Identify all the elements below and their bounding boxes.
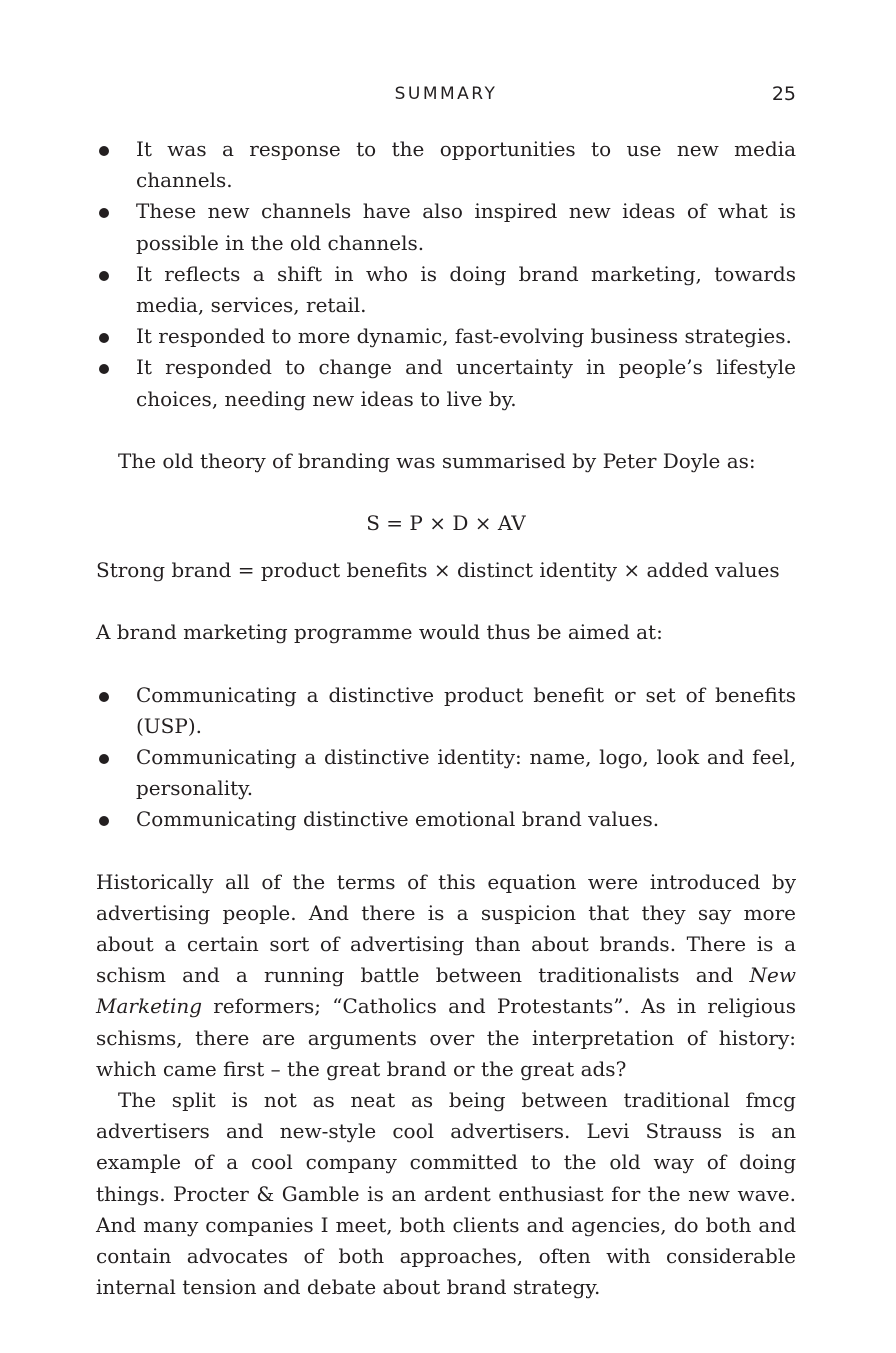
running-head: SUMMARY	[394, 84, 498, 104]
list-item-text: It responded to change and uncertainty in people’s lifestyle choices, needing new ideas to live by.	[136, 355, 796, 411]
list-item-text: It was a response to the opportunities to use new media channels.	[136, 137, 796, 193]
bullet-icon	[99, 364, 109, 374]
bullet-icon	[99, 816, 109, 826]
list-item-text: Communicating a distinctive identity: name, logo, look and feel, personality.	[136, 745, 796, 801]
list-item	[96, 321, 796, 352]
formula: S = P × D × AV	[366, 511, 526, 536]
formula-gloss: Strong brand = product benefits × distinct identity × added values	[96, 558, 780, 583]
page-body	[96, 134, 796, 1304]
list-item-text: Communicating a distinctive product benefit or set of benefits (USP).	[136, 682, 796, 738]
bullet-icon	[99, 692, 109, 702]
list-item	[96, 134, 796, 196]
history-paragraph	[96, 867, 796, 1085]
list-item	[96, 196, 796, 258]
bullet-icon	[99, 333, 109, 343]
intro-paragraph: The old theory of branding was summarised by Peter Doyle as:	[118, 448, 756, 473]
split-paragraph: The split is not as neat as being between traditional fmcg advertisers and new-style cool advertisers. Levi Strauss is an example of a cool company committed to the old way of doing things. Procter & Gamble is an ardent enthusiast for the new wave. And many companies I meet, both clients and agencies, do both and contain advocates of both approaches, often with considerable internal tension and debate about brand strategy.	[96, 1088, 796, 1300]
list-item	[96, 259, 796, 321]
list-item-text: It responded to more dynamic, fast-evolving business strategies.	[136, 324, 792, 349]
bullet-icon	[99, 754, 109, 764]
bullet-icon	[99, 146, 109, 156]
bullet-icon	[99, 271, 109, 281]
list-item-text: Communicating distinctive emotional brand values.	[136, 807, 660, 832]
history-text-part-2: reformers; “Catholics and Protestants”. As in religious schisms, there are arguments over the interpretation of history: which came first – the great brand or the great ads?	[96, 994, 796, 1081]
list-item	[96, 680, 796, 742]
list-item-text: These new channels have also inspired new ideas of what is possible in the old channels.	[136, 199, 796, 255]
list-item-text: It reflects a shift in who is doing brand marketing, towards media, services, retail.	[136, 261, 796, 318]
bullet-list-programme	[96, 680, 796, 836]
page-number: 25	[771, 83, 796, 105]
list-item	[96, 352, 796, 414]
history-text-part-1: Historically all of the terms of this equation were introduced by advertising people. And there is a suspicion that they say more about a certain sort of advertising than about brands. There is a schism and a running battle between traditionalists and	[96, 869, 796, 988]
list-item	[96, 804, 796, 835]
list-item	[96, 742, 796, 804]
page-header	[96, 84, 796, 108]
history-italic-term: New Marketing	[96, 963, 796, 1019]
bullet-list-reasons	[96, 134, 796, 415]
bullet-icon	[99, 208, 109, 218]
programme-paragraph: A brand marketing programme would thus be aimed at:	[96, 620, 663, 645]
